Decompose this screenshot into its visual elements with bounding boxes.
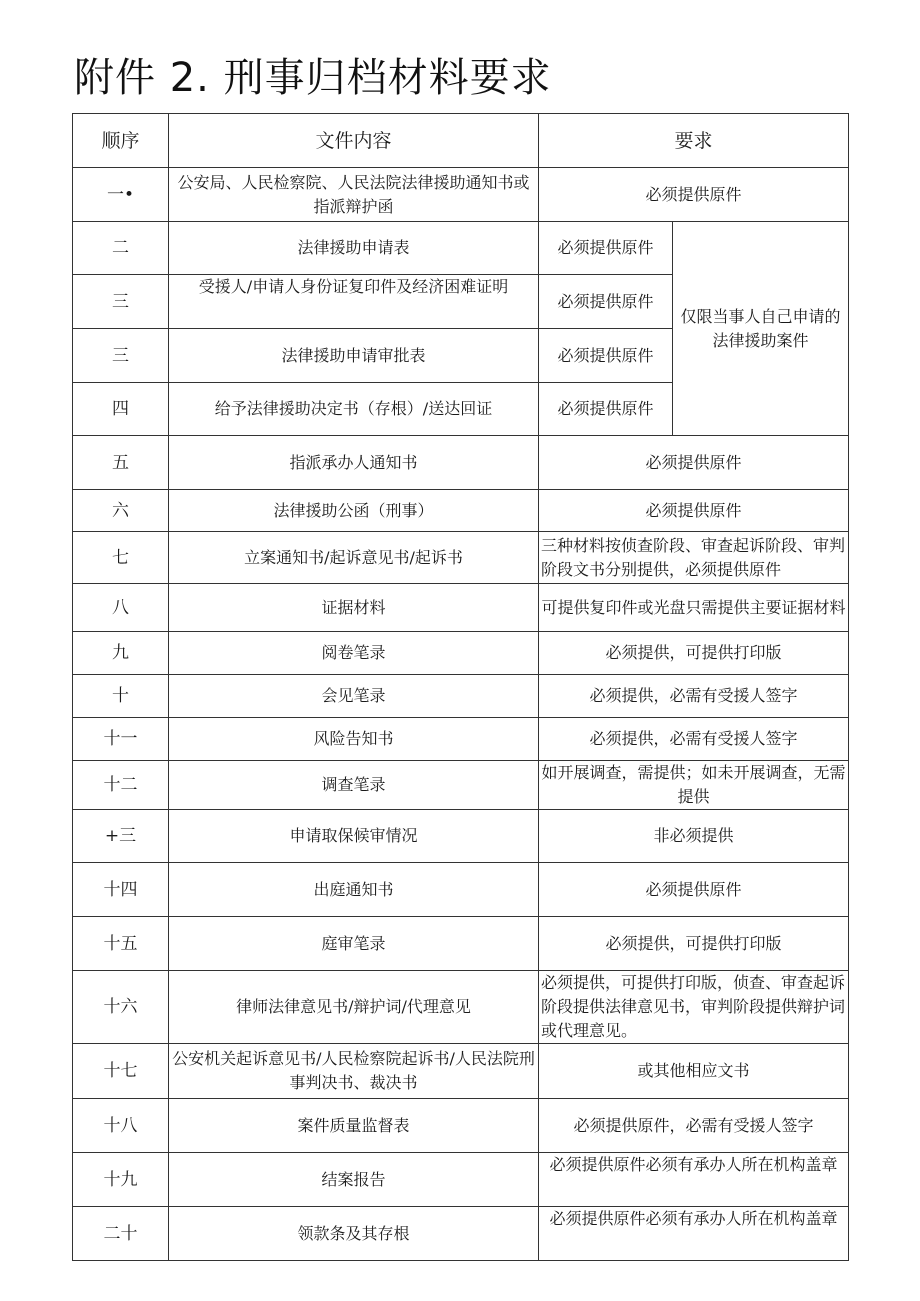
table-row <box>73 490 849 532</box>
row-seq: 十七 <box>73 1044 169 1099</box>
row-content: 结案报告 <box>169 1153 539 1207</box>
header-row <box>73 114 849 168</box>
row-content: 风险告知书 <box>169 718 539 761</box>
row-requirement: 三种材料按侦查阶段、审查起诉阶段、审判阶段文书分别提供，必须提供原件 <box>539 532 849 584</box>
table-row <box>73 222 849 275</box>
row-content: 会见笔录 <box>169 675 539 718</box>
row-content: 法律援助申请审批表 <box>169 329 539 383</box>
row-content: 法律援助申请表 <box>169 222 539 275</box>
merged-note: 仅限当事人自己申请的法律援助案件 <box>673 222 849 436</box>
row-seq: 三 <box>73 329 169 383</box>
row-seq: 十一 <box>73 718 169 761</box>
table-row <box>73 632 849 675</box>
table-row <box>73 675 849 718</box>
row-requirement: 可提供复印件或光盘只需提供主要证据材料 <box>539 584 849 632</box>
row-content: 律师法律意见书/辩护词/代理意见 <box>169 971 539 1044</box>
row-content: 公安局、人民检察院、人民法院法律援助通知书或指派辩护函 <box>169 168 539 222</box>
row-requirement: 必须提供原件必须有承办人所在机构盖章 <box>539 1207 849 1261</box>
table-row <box>73 532 849 584</box>
row-requirement: 必须提供，必需有受援人签字 <box>539 675 849 718</box>
row-seq: 七 <box>73 532 169 584</box>
row-requirement: 必须提供原件 <box>539 383 673 436</box>
row-seq: 十四 <box>73 863 169 917</box>
row-requirement: 必须提供原件 <box>539 436 849 490</box>
row-requirement: 必须提供原件必须有承办人所在机构盖章 <box>539 1153 849 1207</box>
row-requirement: 必须提供原件 <box>539 490 849 532</box>
row-content: 给予法律援助决定书（存根）/送达回证 <box>169 383 539 436</box>
row-content: 出庭通知书 <box>169 863 539 917</box>
row-content: 申请取保候审情况 <box>169 810 539 863</box>
table-row <box>73 584 849 632</box>
row-requirement: 必须提供，必需有受援人签字 <box>539 718 849 761</box>
row-requirement: 非必须提供 <box>539 810 849 863</box>
row-requirement: 必须提供原件 <box>539 275 673 329</box>
row-seq: 十 <box>73 675 169 718</box>
row-seq: 十五 <box>73 917 169 971</box>
row-seq: 二 <box>73 222 169 275</box>
row-requirement: 如开展调查，需提供；如未开展调查，无需提供 <box>539 761 849 810</box>
row-seq: 十六 <box>73 971 169 1044</box>
row-requirement: 必须提供，可提供打印版 <box>539 917 849 971</box>
row-content: 案件质量监督表 <box>169 1099 539 1153</box>
row-content: 法律援助公函（刑事） <box>169 490 539 532</box>
table-row <box>73 810 849 863</box>
row-content: 指派承办人通知书 <box>169 436 539 490</box>
row-requirement: 必须提供原件 <box>539 168 849 222</box>
table-row <box>73 436 849 490</box>
row-content: 庭审笔录 <box>169 917 539 971</box>
header-requirement: 要求 <box>539 114 849 168</box>
row-content: 阅卷笔录 <box>169 632 539 675</box>
table-row <box>73 917 849 971</box>
row-seq: 十八 <box>73 1099 169 1153</box>
row-requirement: 必须提供原件 <box>539 863 849 917</box>
row-requirement: 必须提供，可提供打印版，侦查、审查起诉阶段提供法律意见书，审判阶段提供辩护词或代理意见。 <box>539 971 849 1044</box>
row-seq: 五 <box>73 436 169 490</box>
row-seq: 八 <box>73 584 169 632</box>
table-row <box>73 1153 849 1207</box>
row-seq: 四 <box>73 383 169 436</box>
requirements-table <box>72 113 849 1261</box>
table-row <box>73 1099 849 1153</box>
row-seq: +三 <box>73 810 169 863</box>
row-seq: 十九 <box>73 1153 169 1207</box>
table-row <box>73 863 849 917</box>
row-requirement: 必须提供原件 <box>539 329 673 383</box>
row-seq: 九 <box>73 632 169 675</box>
row-content: 立案通知书/起诉意见书/起诉书 <box>169 532 539 584</box>
row-requirement: 必须提供，可提供打印版 <box>539 632 849 675</box>
row-requirement: 必须提供原件，必需有受援人签字 <box>539 1099 849 1153</box>
row-content: 证据材料 <box>169 584 539 632</box>
table-row <box>73 718 849 761</box>
table-row <box>73 1044 849 1099</box>
row-requirement: 必须提供原件 <box>539 222 673 275</box>
row-content: 公安机关起诉意见书/人民检察院起诉书/人民法院刑事判决书、裁决书 <box>169 1044 539 1099</box>
header-content: 文件内容 <box>169 114 539 168</box>
table-row <box>73 168 849 222</box>
row-content: 受援人/申请人身份证复印件及经济困难证明 <box>169 275 539 329</box>
row-content: 领款条及其存根 <box>169 1207 539 1261</box>
row-content: 调查笔录 <box>169 761 539 810</box>
table-row <box>73 971 849 1044</box>
row-seq: 六 <box>73 490 169 532</box>
row-seq: 三 <box>73 275 169 329</box>
page-title: 附件 2. 刑事归档材料要求 <box>74 55 552 101</box>
table-row <box>73 761 849 810</box>
row-seq: 十二 <box>73 761 169 810</box>
row-seq: 一• <box>73 168 169 222</box>
row-requirement: 或其他相应文书 <box>539 1044 849 1099</box>
table-row <box>73 1207 849 1261</box>
header-seq: 顺序 <box>73 114 169 168</box>
row-seq: 二十 <box>73 1207 169 1261</box>
